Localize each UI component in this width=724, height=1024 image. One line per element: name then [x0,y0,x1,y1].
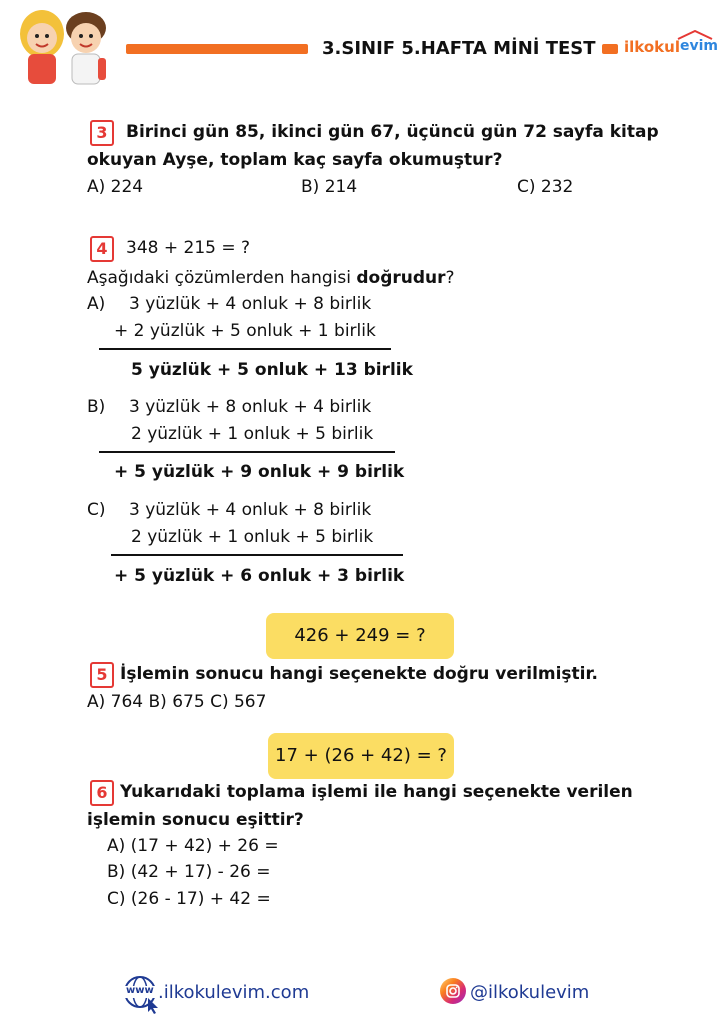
q4-option-a-row2: + 2 yüzlük + 5 onluk + 1 birlik [114,321,376,341]
q5-expression-box [266,613,454,659]
www-badge-text: www [126,985,154,996]
q6-option-c: C) (26 - 17) + 42 = [107,889,271,909]
header-left-bar [126,44,308,54]
website-link[interactable]: .ilkokulevim.com [158,982,310,1003]
question-number-3: 3 [90,120,114,146]
q5-question: İşlemin sonucu hangi seçenekte doğru verilmiştir. [120,664,598,684]
q4-option-c-row2: 2 yüzlük + 1 onluk + 5 birlik [131,527,374,547]
globe-www-icon [122,974,162,1014]
question-number-6: 6 [90,780,114,806]
q6-expression: 17 + (26 + 42) = ? [275,745,447,766]
q4-question-post: ? [445,268,455,288]
brand-logo [624,34,719,60]
kids-illustration [14,4,114,88]
q4-option-b-label: B) [87,397,106,417]
q5-options: A) 764 B) 675 C) 567 [87,692,267,712]
q4-expression: 348 + 215 = ? [126,238,251,258]
q3-option-c: C) 232 [517,177,574,197]
header-right-bar [602,44,618,54]
q4-option-b-line [99,451,395,453]
q4-option-c-row1: 3 yüzlük + 4 onluk + 8 birlik [129,500,372,520]
q4-option-c-line [111,554,403,556]
q4-option-b-row2: 2 yüzlük + 1 onluk + 5 birlik [131,424,374,444]
q4-option-c-label: C) [87,500,106,520]
q4-option-a-line [99,348,391,350]
instagram-handle[interactable]: @ilkokulevim [470,982,590,1003]
q6-text-line1: Yukarıdaki toplama işlemi ile hangi seçenekte verilen [120,782,633,802]
q6-text-line2: işlemin sonucu eşittir? [87,810,304,830]
q4-option-c-result: + 5 yüzlük + 6 onluk + 3 birlik [114,566,405,586]
q4-option-a-result: 5 yüzlük + 5 onluk + 13 birlik [131,360,413,380]
q3-option-a: A) 224 [87,177,144,197]
q3-option-b: B) 214 [301,177,358,197]
roof-icon [676,30,714,40]
logo-text-ilkokul: ilkokul [624,38,680,56]
q5-expression: 426 + 249 = ? [294,625,426,646]
q4-option-a-row1: 3 yüzlük + 4 onluk + 8 birlik [129,294,372,314]
q4-question-pre: Aşağıdaki çözümlerden hangisi [87,268,357,288]
logo-text-evim: evim [680,38,719,54]
q4-option-b-row1: 3 yüzlük + 8 onluk + 4 birlik [129,397,372,417]
q6-option-b: B) (42 + 17) - 26 = [107,862,271,882]
page-title: 3.SINIF 5.HAFTA MİNİ TEST [322,38,596,59]
q3-text-line1: Birinci gün 85, ikinci gün 67, üçüncü gün 72 sayfa kitap [126,122,659,142]
q3-text-line2: okuyan Ayşe, toplam kaç sayfa okumuştur? [87,150,503,170]
q6-expression-box [268,733,454,779]
q4-option-b-result: + 5 yüzlük + 9 onluk + 9 birlik [114,462,405,482]
instagram-icon [440,978,466,1004]
question-number-4: 4 [90,236,114,262]
q4-question [87,268,455,288]
q6-option-a: A) (17 + 42) + 26 = [107,836,279,856]
question-number-5: 5 [90,662,114,688]
q4-option-a-label: A) [87,294,106,314]
q4-question-bold: doğrudur [356,268,446,288]
